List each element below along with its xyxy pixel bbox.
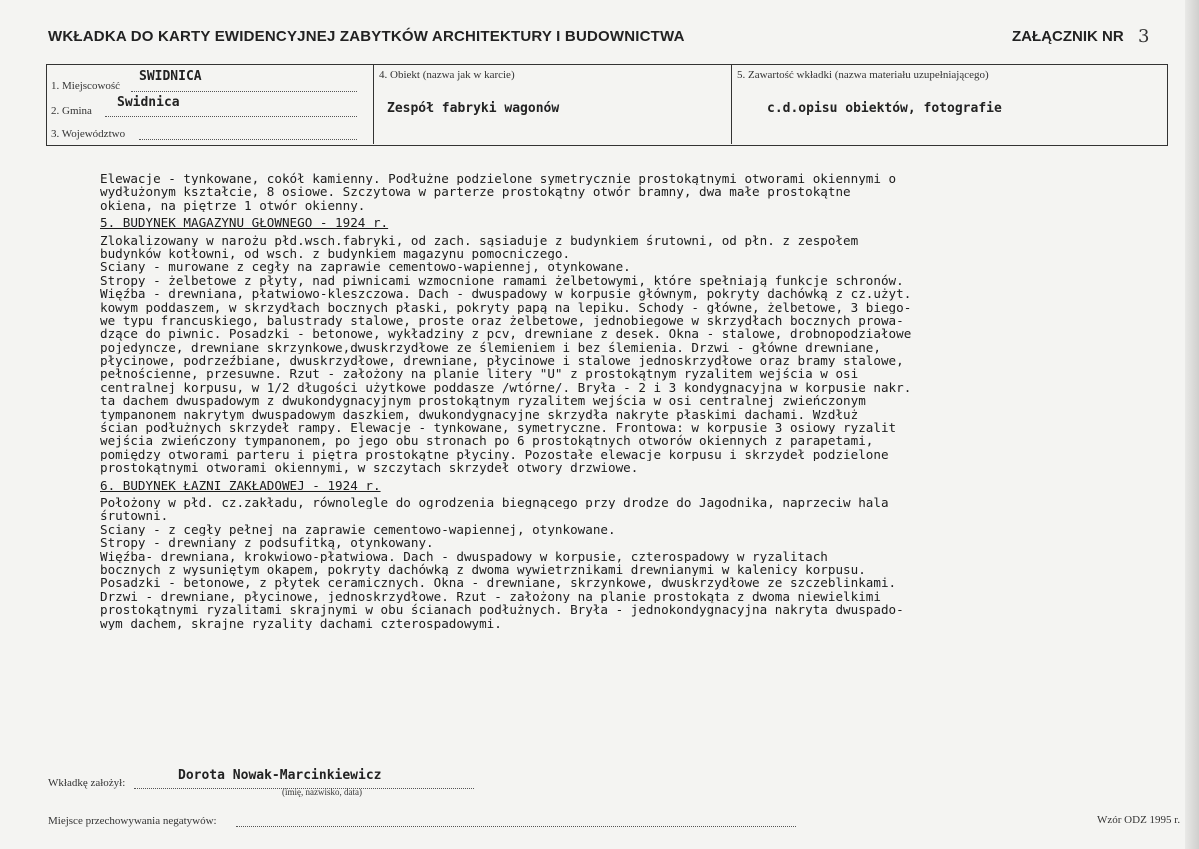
text-line: śrutowni. xyxy=(100,509,169,523)
column-divider xyxy=(731,65,732,144)
dotted-line xyxy=(139,139,357,140)
text-line: prostokątnymi ryzalitami skrajnymi w obu ścianach podłużnych. Bryła - jednokondygnacyjna nakryta dwuspado- xyxy=(100,603,904,617)
object-label: 4. Obiekt (nazwa jak w karcie) xyxy=(379,69,515,81)
field-province xyxy=(47,119,373,146)
dotted-line xyxy=(236,826,796,827)
page-edge-shadow xyxy=(1185,0,1199,849)
text-line: Stropy - żelbetowe z płyty, nad piwnicami wzmocnione ramami żelbetowymi, które spełniają funkcje schronów. xyxy=(100,273,904,288)
text-line: ta dachem dwuspadowym z dwukondygnacyjnym prostokątnym ryzalitem wejścia w osi centralnej zwieńczonym xyxy=(100,394,866,408)
section-heading: 5. BUDYNEK MAGAZYNU GŁOWNEGO - 1924 r. xyxy=(100,216,389,230)
text-line: pomiędzy otworami parteru i piętra prostokątne płyciny. Pozostałe elewacje korpusu i skrzydeł podzielone xyxy=(100,447,889,462)
text-line: Sciany - z cegły pełnej na zaprawie cementowo-wapiennej, otynkowane. xyxy=(100,522,616,537)
field-commune-label: 2. Gmina xyxy=(51,105,92,117)
document-title: WKŁADKA DO KARTY EWIDENCYJNEJ ZABYTKÓW ARCHITEKTURY I BUDOWNICTWA xyxy=(48,28,685,45)
author-label: Wkładkę założył: xyxy=(48,777,126,789)
content-value: c.d.opisu obiektów, fotografie xyxy=(767,101,1002,116)
typed-description xyxy=(100,172,1170,630)
header-form-box xyxy=(46,64,1168,146)
text-line: dzące do piwnic. Posadzki - betonowe, wykładziny z pcv, drewniane z desek. Okna - stalowe, drobnopodziałowe xyxy=(100,327,912,341)
text-line: kowym poddaszem, w skrzydłach bocznych płaski, pokryty papą na lepiku. Schody - główne, żelbetowe, 3 biego- xyxy=(100,300,912,314)
text-line: Zlokalizowany w narożu płd.wsch.fabryki, od zach. sąsiaduje z budynkiem śrutowni, od płn. z zespołem xyxy=(100,233,859,247)
text-line: centralnej korpusu, w 1/2 długości użytkowe poddasze /wtórne/. Bryła - 2 i 3 kondygnacyjna w korpusie nakr. xyxy=(100,380,912,395)
column-divider xyxy=(373,65,374,144)
text-line: wym dachem, skrajne ryzality dachami czterospadowymi. xyxy=(100,616,502,630)
annex-label: ZAŁĄCZNIK NR xyxy=(1012,28,1124,45)
text-line: okiena, na piętrze 1 otwór okienny. xyxy=(100,198,366,213)
author-value: Dorota Nowak-Marcinkiewicz xyxy=(178,768,382,783)
text-line: we typu francuskiego, balustrady stalowe, proste oraz żelbetowe, jednobiegowe w skrzydłach bocznych prowa- xyxy=(100,313,904,328)
text-line: Więźba - drewniana, płatwiowo-kleszczowa. Dach - dwuspadowy w korpusie głównym, pokryty dachówką z cz.użyt. xyxy=(100,287,912,301)
text-line: pełnościenne, przesuwne. Rzut - założony na planie litery "U" z prostokątnym ryzalitem wejścia w osi xyxy=(100,367,859,381)
text-line: Posadzki - betonowe, z płytek ceramicznych. Okna - drewniane, skrzynkowe, dwuskrzydłowe ze szczeblinkami. xyxy=(100,576,897,590)
text-line: Stropy - drewniany z podsufitką, otynkowany. xyxy=(100,536,434,550)
text-line: budynków kotłowni, od wsch. z budynkiem magazynu pomocniczego. xyxy=(100,246,571,261)
text-line: prostokątnymi otworami okiennymi, w szczytach skrzydeł otwory drzwiowe. xyxy=(100,461,639,475)
text-line: Sciany - murowane z cegły na zaprawie cementowo-wapiennej, otynkowane. xyxy=(100,260,631,274)
text-line: tympanonem nakrytym dwuspadowym daszkiem, dwukondygnacyjne skrzydła nakryte płaskimi dachami. Wzdłuż xyxy=(100,407,859,422)
storage-label: Miejsce przechowywania negatywów: xyxy=(48,815,217,827)
field-commune xyxy=(47,92,373,119)
text-line: Więźba- drewniana, krokwiowo-płatwiowa. Dach - dwuspadowy w korpusie, czterospadowy w ryzalitach xyxy=(100,549,828,563)
text-line: Położony w płd. cz.zakładu, równolegle do ogrodzenia biegnącego przy drodze do Jagodnika, naprzeciw hala xyxy=(100,495,889,510)
field-locality-label: 1. Miejscowość xyxy=(51,80,121,92)
field-locality xyxy=(47,65,373,92)
annex-number: 3 xyxy=(1138,26,1150,47)
text-line: Elewacje - tynkowane, cokół kamienny. Podłużne podzielone symetrycznie prostokątnymi otworami okiennymi o xyxy=(100,172,897,186)
dotted-line xyxy=(105,116,357,117)
field-province-label: 3. Województwo xyxy=(51,128,126,140)
text-line: płycinowe, podrzeźbiane, dwuskrzydłowe, drewniane, płycinowe i stalowe jednoskrzydłowe oraz bramy stalowe, xyxy=(100,354,904,368)
form-id: Wzór ODZ 1995 r. xyxy=(1097,814,1181,826)
text-line: ścian podłużnych skrzydeł rampy. Elewacje - tynkowane, symetryczne. Frontowa: w korpusie 3 osiowy ryzalit xyxy=(100,421,897,435)
text-line: pojedyncze, drewniane skrzynkowe,dwuskrzydłowe ze ślemieniem i bez ślemienia. Drzwi - główne drewniane, xyxy=(100,340,881,355)
content-label: 5. Zawartość wkładki (nazwa materiału uzupełniającego) xyxy=(737,69,989,81)
field-locality-value: SWIDNICA xyxy=(139,69,202,84)
text-line: bocznych z wysuniętym okapem, pokryty dachówką z dwoma wywietrznikami drewnianymi w kalenicy korpusu. xyxy=(100,562,866,577)
object-value: Zespół fabryki wagonów xyxy=(387,101,560,116)
text-line: Drzwi - drewniane, płycinowe, jednoskrzydłowe. Rzut - założony na planie prostokąta z dwoma niewielkimi xyxy=(100,589,881,604)
text-line: wejścia zwieńczony tympanonem, po jego obu stronach po 6 prostokątnych otworów okiennych z parapetami, xyxy=(100,434,874,448)
text-line: wydłużonym kształcie, 8 osiowe. Szczytowa w parterze prostokątny otwór bramny, dwa małe prostokątne xyxy=(100,185,851,199)
field-commune-value: Swidnica xyxy=(117,95,180,110)
author-sublabel: (imię, nazwisko, data) xyxy=(282,787,362,797)
section-heading: 6. BUDYNEK ŁAZNI ZAKŁADOWEJ - 1924 r. xyxy=(100,478,381,492)
